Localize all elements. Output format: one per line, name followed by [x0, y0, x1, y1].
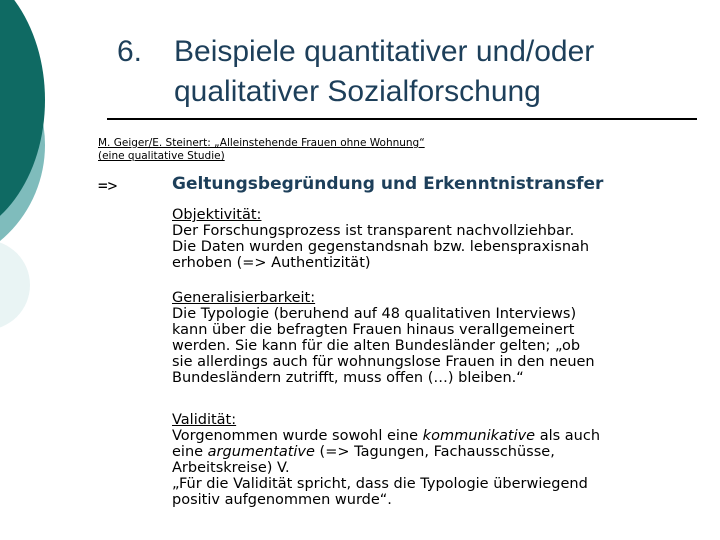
source-line-1: M. Geiger/E. Steinert: „Alleinstehende Frauen ohne Wohnung“ — [98, 137, 425, 149]
validitaet-kommunikative: kommunikative — [422, 428, 536, 444]
validitaet-line-1-post: als auch — [535, 428, 601, 444]
objektivitaet-label: Objektivität: — [172, 207, 262, 223]
validitaet-block — [172, 412, 717, 508]
validitaet-label: Validität: — [172, 412, 237, 428]
generalisierbarkeit-block — [172, 290, 717, 386]
validitaet-argumentative: argumentative — [207, 444, 315, 460]
validitaet-line-1-pre: Vorgenommen wurde sowohl eine — [172, 428, 423, 444]
generalisierbarkeit-label: Generalisierbarkeit: — [172, 290, 316, 306]
validitaet-line-2 — [172, 444, 717, 460]
pale-circle — [0, 240, 30, 330]
source-citation — [98, 137, 698, 163]
title-divider — [107, 118, 697, 120]
decorative-circles — [0, 0, 90, 540]
section-heading: Geltungsbegründung und Erkenntnistransfer — [172, 174, 604, 194]
arrow-marker: => — [98, 176, 118, 195]
validitaet-line-2-post: (=> Tagungen, Fachausschüsse, — [314, 444, 555, 460]
title-line-1: Beispiele quantitativer und/oder — [174, 35, 595, 68]
source-line-2: (eine qualitative Studie) — [98, 150, 225, 162]
validitaet-line-2-pre: eine — [172, 444, 208, 460]
validitaet-line-1 — [172, 428, 717, 444]
generalisierbarkeit-text: Die Typologie (beruhend auf 48 qualitativen Interviews) kann über die befragten Frauen hinaus verallgemeinert werden. Sie kann für die alten Bundesländer gelten; „ob sie allerdings auch für wohnungslose Frauen in den neuen Bundesländern zutrifft, muss offen (…) bleiben.“ — [172, 306, 595, 386]
objektivitaet-text: Der Forschungsprozess ist transparent nachvollziehbar. Die Daten wurden gegenstandsnah bzw. lebenspraxisnah erhoben (=> Authentizität) — [172, 223, 590, 271]
validitaet-rest: Arbeitskreise) V. „Für die Validität spricht, dass die Typologie überwiegend positiv aufgenommen wurde“. — [172, 460, 588, 508]
slide-number: 6. — [117, 35, 143, 68]
objektivitaet-block — [172, 207, 717, 271]
title-line-2: qualitativer Sozialforschung — [174, 75, 541, 108]
